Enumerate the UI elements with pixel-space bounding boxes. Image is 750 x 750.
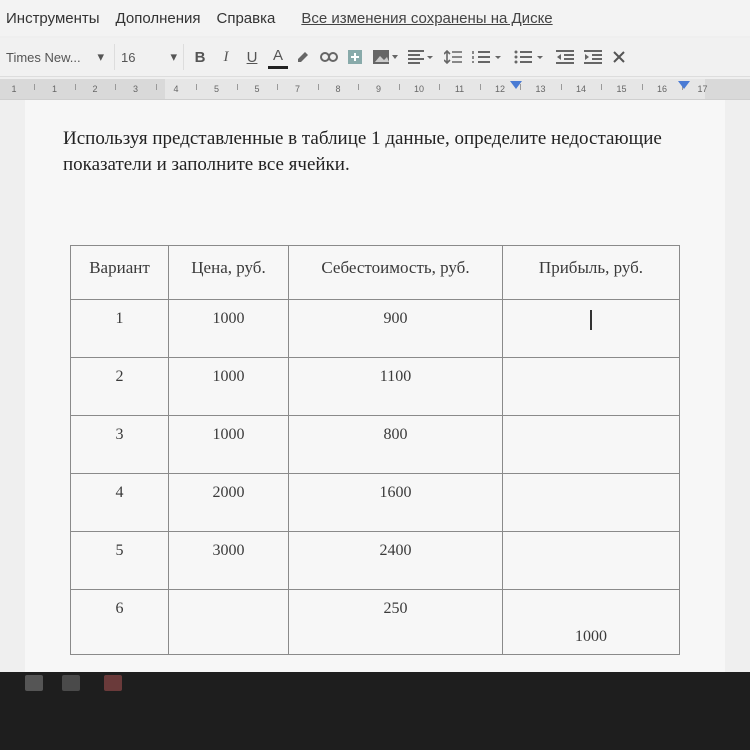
app-icon[interactable] xyxy=(104,675,122,691)
save-status-link[interactable]: Все изменения сохранены на Диске xyxy=(301,9,553,27)
text-color-button[interactable]: A xyxy=(268,46,288,69)
ruler-number: 5 xyxy=(254,84,260,94)
table-row xyxy=(71,474,680,532)
chevron-down-icon: ▾ xyxy=(170,49,177,64)
font-size-select[interactable] xyxy=(114,44,184,70)
italic-button[interactable]: I xyxy=(223,48,229,65)
table-cell[interactable] xyxy=(503,474,680,532)
underline-button[interactable]: U xyxy=(246,48,258,66)
ruler-number: 7 xyxy=(294,84,301,94)
table-row xyxy=(71,358,680,416)
ruler-tick xyxy=(156,84,157,90)
table-cell[interactable]: 1000 xyxy=(169,416,289,474)
ruler-tick xyxy=(318,84,319,90)
table-cell[interactable]: 3000 xyxy=(169,532,289,590)
table-cell[interactable]: 1000 xyxy=(503,590,680,655)
table-row xyxy=(71,532,680,590)
header-price: Цена, руб. xyxy=(169,246,289,300)
ruler[interactable] xyxy=(0,79,750,100)
clear-formatting-icon[interactable] xyxy=(610,44,628,70)
ruler-number: 11 xyxy=(454,84,465,94)
table-cell[interactable]: 6 xyxy=(71,590,169,655)
table-cell[interactable]: 5 xyxy=(71,532,169,590)
ruler-tick xyxy=(358,84,359,90)
link-icon[interactable] xyxy=(318,44,340,70)
task-paragraph: Используя представленные в таблице 1 данные, определите недостающие показатели и заполните все ячейки. xyxy=(63,128,662,175)
ruler-number: 2 xyxy=(92,84,98,94)
ruler-number: 8 xyxy=(335,84,341,94)
insert-comment-icon[interactable] xyxy=(346,44,364,70)
table-cell[interactable] xyxy=(503,416,680,474)
table-cell[interactable]: 800 xyxy=(289,416,503,474)
highlight-pen-icon[interactable] xyxy=(294,44,312,70)
ruler-number: 9 xyxy=(375,84,382,94)
taskbar xyxy=(0,672,750,750)
header-cost: Себестоимость, руб. xyxy=(289,246,503,300)
numbered-list-icon[interactable] xyxy=(470,44,506,70)
formatting-toolbar xyxy=(0,38,750,77)
table-cell[interactable]: 3 xyxy=(71,416,169,474)
table-cell[interactable]: 1 xyxy=(71,300,169,358)
table-cell[interactable]: 1000 xyxy=(169,300,289,358)
ruler-marks xyxy=(0,82,750,96)
decrease-indent-icon[interactable] xyxy=(554,44,576,70)
table-row xyxy=(71,300,680,358)
data-table[interactable] xyxy=(70,245,680,655)
font-size-value: 16 xyxy=(121,49,136,65)
ruler-tick xyxy=(75,84,76,90)
ruler-number: 15 xyxy=(616,84,627,94)
table-cell[interactable]: 1100 xyxy=(289,358,503,416)
ruler-number: 10 xyxy=(413,84,425,94)
right-indent-marker-icon[interactable] xyxy=(510,81,522,89)
header-variant: Вариант xyxy=(71,246,169,300)
table-cell[interactable]: 2 xyxy=(71,358,169,416)
bold-button[interactable]: B xyxy=(194,48,206,66)
font-family-value: Times New... xyxy=(6,49,81,65)
ruler-number: 13 xyxy=(535,84,546,94)
table-cell-active[interactable] xyxy=(503,300,680,358)
increase-indent-icon[interactable] xyxy=(582,44,604,70)
table-cell[interactable] xyxy=(169,590,289,655)
ruler-tick xyxy=(115,84,116,90)
menu-addons[interactable]: Дополнения xyxy=(115,9,201,27)
table-cell[interactable]: 250 xyxy=(289,590,503,655)
ruler-tick xyxy=(196,84,197,90)
menu-help[interactable]: Справка xyxy=(216,9,276,27)
ruler-tick xyxy=(601,84,602,90)
align-left-icon[interactable] xyxy=(406,44,436,70)
text-cursor xyxy=(590,310,592,330)
table-header-row xyxy=(71,246,680,300)
table-row xyxy=(71,416,680,474)
folder-icon[interactable] xyxy=(25,675,43,691)
table-cell[interactable]: 2000 xyxy=(169,474,289,532)
ruler-tick xyxy=(399,84,400,90)
table-cell[interactable]: 1000 xyxy=(169,358,289,416)
ruler-number: 4 xyxy=(173,84,179,94)
bulleted-list-icon[interactable] xyxy=(512,44,548,70)
menu-bar xyxy=(0,0,750,36)
header-profit: Прибыль, руб. xyxy=(503,246,680,300)
menu-tools[interactable]: Инструменты xyxy=(6,9,100,27)
ruler-tick xyxy=(277,84,278,90)
ruler-tick xyxy=(237,84,238,90)
ruler-number: 12 xyxy=(494,84,506,94)
table-row xyxy=(71,590,680,655)
ruler-tick xyxy=(34,84,35,90)
store-icon[interactable] xyxy=(62,675,80,691)
ruler-tick xyxy=(439,84,440,90)
insert-image-icon[interactable] xyxy=(370,44,400,70)
chevron-down-icon: ▾ xyxy=(97,49,104,64)
ruler-number: 16 xyxy=(656,84,668,94)
ruler-number: 1 xyxy=(51,84,58,94)
ruler-tick xyxy=(642,84,643,90)
ruler-number: 3 xyxy=(132,84,139,94)
table-cell[interactable]: 1600 xyxy=(289,474,503,532)
ruler-tick xyxy=(480,84,481,90)
ruler-number: 17 xyxy=(697,84,708,94)
ruler-tick xyxy=(561,84,562,90)
table-cell[interactable]: 2400 xyxy=(289,532,503,590)
ruler-number: 5 xyxy=(213,84,220,94)
table-cell[interactable] xyxy=(503,532,680,590)
font-family-select[interactable] xyxy=(2,44,108,70)
ruler-number: 14 xyxy=(575,84,587,94)
line-spacing-icon[interactable] xyxy=(442,44,464,70)
document-page[interactable] xyxy=(25,100,725,672)
table-cell[interactable]: 900 xyxy=(289,300,503,358)
right-margin-marker-icon[interactable] xyxy=(678,81,690,89)
ruler-number: 1 xyxy=(11,84,17,94)
table-cell[interactable] xyxy=(503,358,680,416)
table-cell[interactable]: 4 xyxy=(71,474,169,532)
